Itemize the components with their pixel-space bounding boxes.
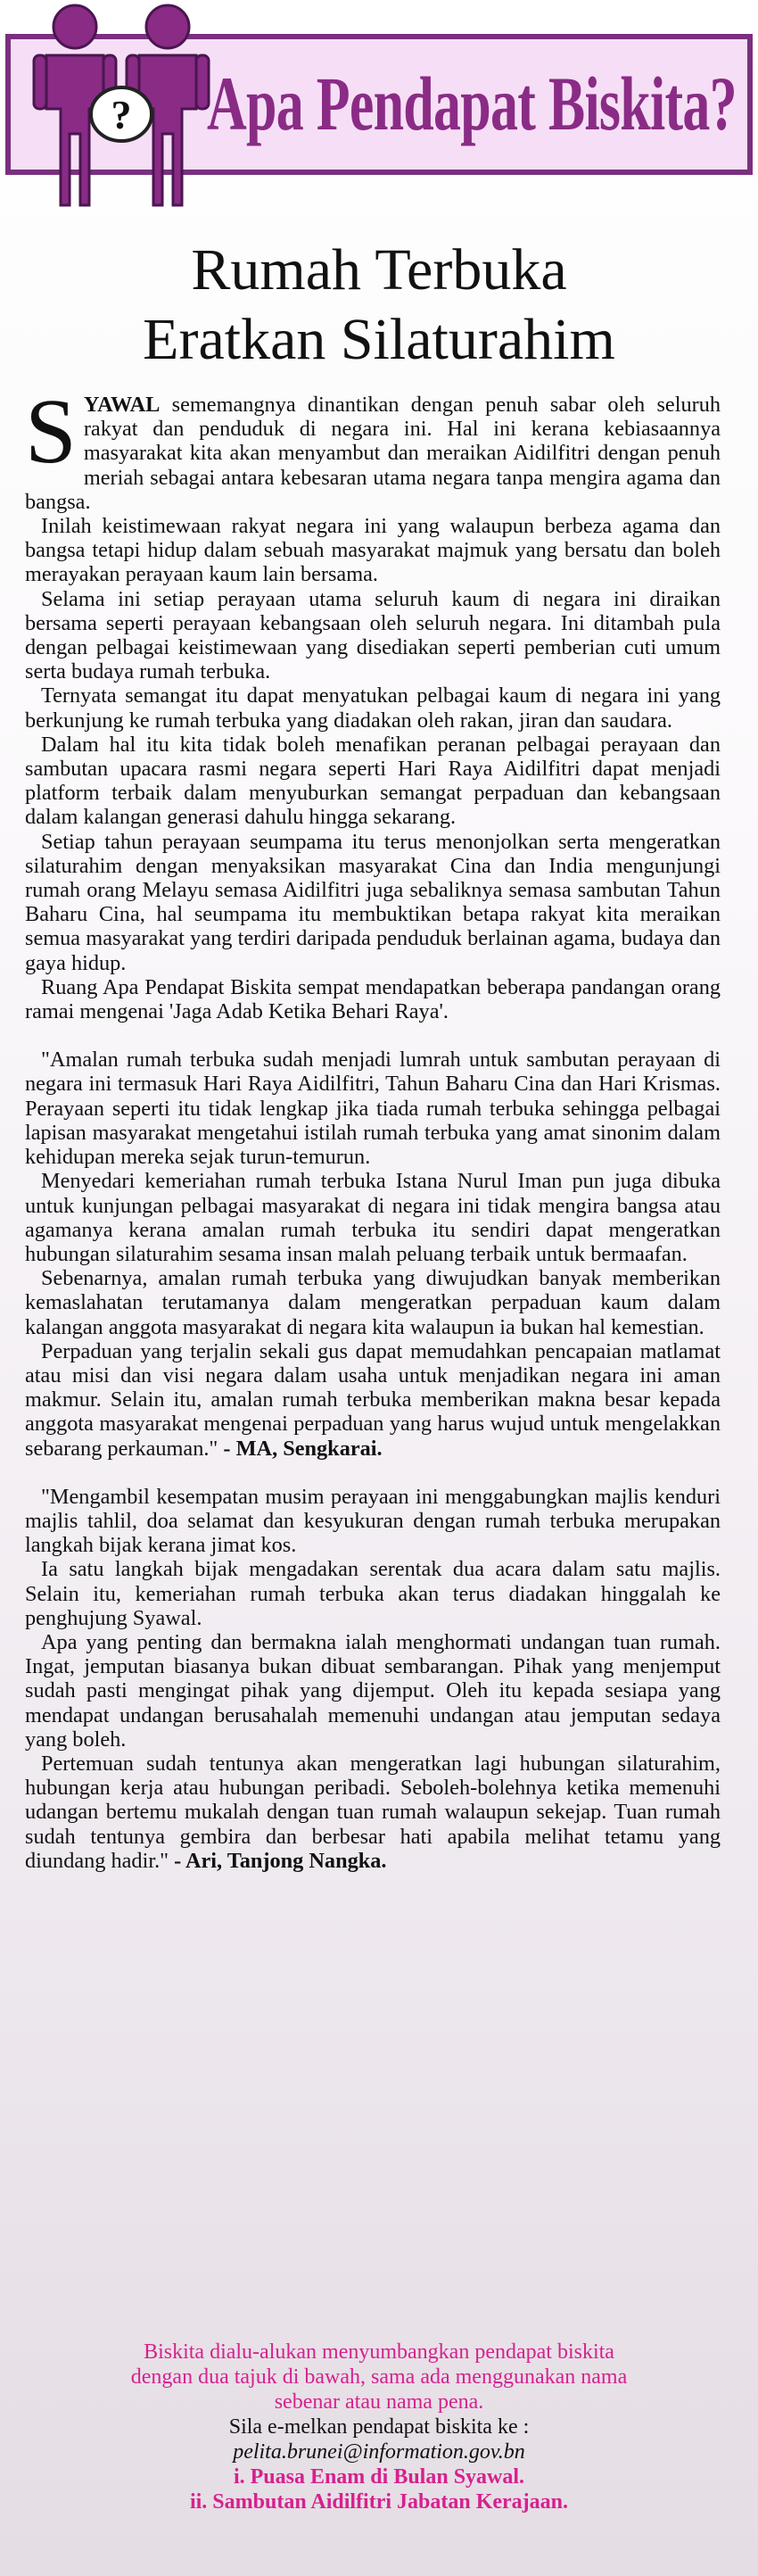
invite-line: dengan dua tajuk di bawah, sama ada menggunakan nama <box>130 2365 628 2389</box>
submission-notice <box>0 2340 758 2514</box>
column-title: Apa Pendapat Biskita? <box>207 61 737 146</box>
article-paragraph: Ternyata semangat itu dapat menyatukan pelbagai kaum di negara ini yang berkunjung ke rumah terbuka yang diadakan oleh rakan, jiran dan saudara. <box>25 683 721 733</box>
paragraph-text: Perpaduan yang terjalin sekali gus dapat memudahkan pencapaian matlamat atau misi dan visi negara dalam usaha untuk menjadikan negara ini aman makmur. Selain itu, amalan rumah terbuka memberikan makna besar kepada anggota masyarakat mengenai perpaduan yang harus wujud untuk mengelakkan sebarang perkauman." <box>25 1338 721 1461</box>
article-paragraph: Selama ini setiap perayaan utama seluruh kaum di negara ini diraikan bersama seperti perayaan kebangsaan oleh seluruh negara. Ini ditambah pula dengan pelbagai keistimewaan yang disediakan seperti pemberian cuti umum serta budaya rumah terbuka. <box>25 586 721 684</box>
opinion-1-paragraph <box>25 1339 721 1461</box>
headline-line-1: Rumah Terbuka <box>191 237 567 302</box>
invite-line: sebenar atau nama pena. <box>274 2390 484 2414</box>
headline-line-2: Eratkan Silaturahim <box>143 307 615 372</box>
paragraph-text: Pertemuan sudah tentunya akan mengeratkan lagi hubungan silaturahim, hubungan kerja atau hubungan peribadi. Seboleh-bolehnya ketika memenuhi udangan bertemu mukalah dengan tuan rumah walaupun sekejap. Tuan rumah sudah tentunya gembira dan berbesar hati apabila melihat tetamu yang diundang hadir." <box>25 1751 721 1873</box>
article-paragraph: Inilah keistimewaan rakyat negara ini yang walaupun berbeza agama dan bangsa tetapi hidup dalam sebuah masyarakat majmuk yang bersatu dan boleh merayakan perayaan kaum lain bersama. <box>25 514 721 587</box>
article-paragraph: Setiap tahun perayaan seumpama itu terus menonjolkan serta mengeratkan silaturahim dengan menyaksikan masyarakat Cina dan India mengunjungi rumah orang Melayu semasa Aidilfitri juga sebaliknya semasa sambutan Tahun Baharu Cina, hal seumpama itu membuktikan betapa rakyat kita meraikan semua masyarakat yang terdiri daripada penduduk berlainan agama, budaya dan gaya hidup. <box>25 829 721 975</box>
column-banner <box>0 0 758 223</box>
people-discussion-icon <box>32 0 210 223</box>
opinion-2-paragraph: Ia satu langkah bijak mengadakan serentak dua acara dalam satu majlis. Selain itu, kemeriahan rumah terbuka akan terus diadakan hinggalah ke penghujung Syawal. <box>25 1557 721 1630</box>
lead-word: YAWAL <box>83 393 161 417</box>
invite-line: Biskita dialu-alukan menyumbangkan pendapat biskita <box>144 2340 614 2364</box>
opinion-1-paragraph: "Amalan rumah terbuka sudah menjadi lumrah untuk sambutan perayaan di negara ini termasuk Hari Raya Aidilfitri, Tahun Baharu Cina dan Hari Krismas. Perayaan seperti itu tidak lengkap jika tiada rumah terbuka sehingga pelbagai lapisan masyarakat mengetahui istilah rumah terbuka yang amat sinonim dalam kehidupan mereka sejak turun-temurun. <box>25 1048 721 1170</box>
article-paragraph <box>25 380 721 514</box>
opinion-2-paragraph: Apa yang penting dan bermakna ialah menghormati undangan tuan rumah. Ingat, jemputan biasanya bukan dibuat sembarangan. Pihak yang menjemput sudah pasti mengingat pihak yang dijemput. Oleh itu kepada sesiapa yang mendapat undangan berusahalah memenuhi undangan atau jemputan sedaya yang boleh. <box>25 1629 721 1752</box>
article-body <box>25 380 721 1873</box>
topic-1: i. Puasa Enam di Bulan Syawal. <box>233 2465 525 2489</box>
opinion-2-author: - Ari, Tanjong Nangka. <box>169 1848 387 1873</box>
opinion-1-paragraph: Menyedari kemeriahan rumah terbuka Istana Nurul Iman pun juga dibuka untuk kunjungan pelbagai masyarakat di negara ini tidak mengira bangsa atau agamanya kerana amalan rumah terbuka itu sendiri dapat mengeratkan hubungan silaturahim sesama insan malah peluang terbaik untuk bermaafan. <box>25 1169 721 1266</box>
email-label: Sila e-melkan pendapat biskita ke : <box>228 2415 530 2439</box>
opinion-2-paragraph <box>25 1752 721 1873</box>
opinion-1-author: - MA, Sengkarai. <box>218 1436 383 1461</box>
article-paragraph: Ruang Apa Pendapat Biskita sempat mendapatkan beberapa pandangan orang ramai mengenai 'Jaga Adab Ketika Behari Raya'. <box>25 974 721 1024</box>
paragraph-text: sememangnya dinantikan dengan penuh sabar oleh seluruh rakyat dan penduduk di negara ini. Hal ini kerana kebiasaannya masyarakat kita akan menyambut dan meraikan Aidilfitri dengan penuh meriah sebagai antara kebesaran utama negara tanpa mengira agama dan bangsa. <box>25 393 721 514</box>
topic-2: ii. Sambutan Aidilfitri Jabatan Kerajaan. <box>189 2490 569 2514</box>
email-address-link[interactable]: pelita.brunei@information.gov.bn <box>233 2440 525 2464</box>
drop-cap: S <box>25 380 77 483</box>
opinion-1-paragraph: Sebenarnya, amalan rumah terbuka yang diwujudkan banyak memberikan kemaslahatan terutamanya dalam mengeratkan perpaduan kaum dalam kalangan anggota masyarakat di negara kita walaupun ia bukan hal kemestian. <box>25 1266 721 1339</box>
opinion-2-paragraph: "Mengambil kesempatan musim perayaan ini menggabungkan majlis kenduri majlis tahlil, doa selamat dan kesyukuran dengan rumah terbuka merupakan langkah bijak kerana jimat kos. <box>25 1484 721 1558</box>
article-paragraph: Dalam hal itu kita tidak boleh menafikan peranan pelbagai perayaan dan sambutan upacara rasmi negara seperti Hari Raya Aidilfitri dapat menjadi platform terbaik dalam menyuburkan semangat perpaduan dan kebangsaan dalam kalangan generasi dahulu hingga sekarang. <box>25 732 721 830</box>
question-mark-icon: ? <box>111 92 132 137</box>
